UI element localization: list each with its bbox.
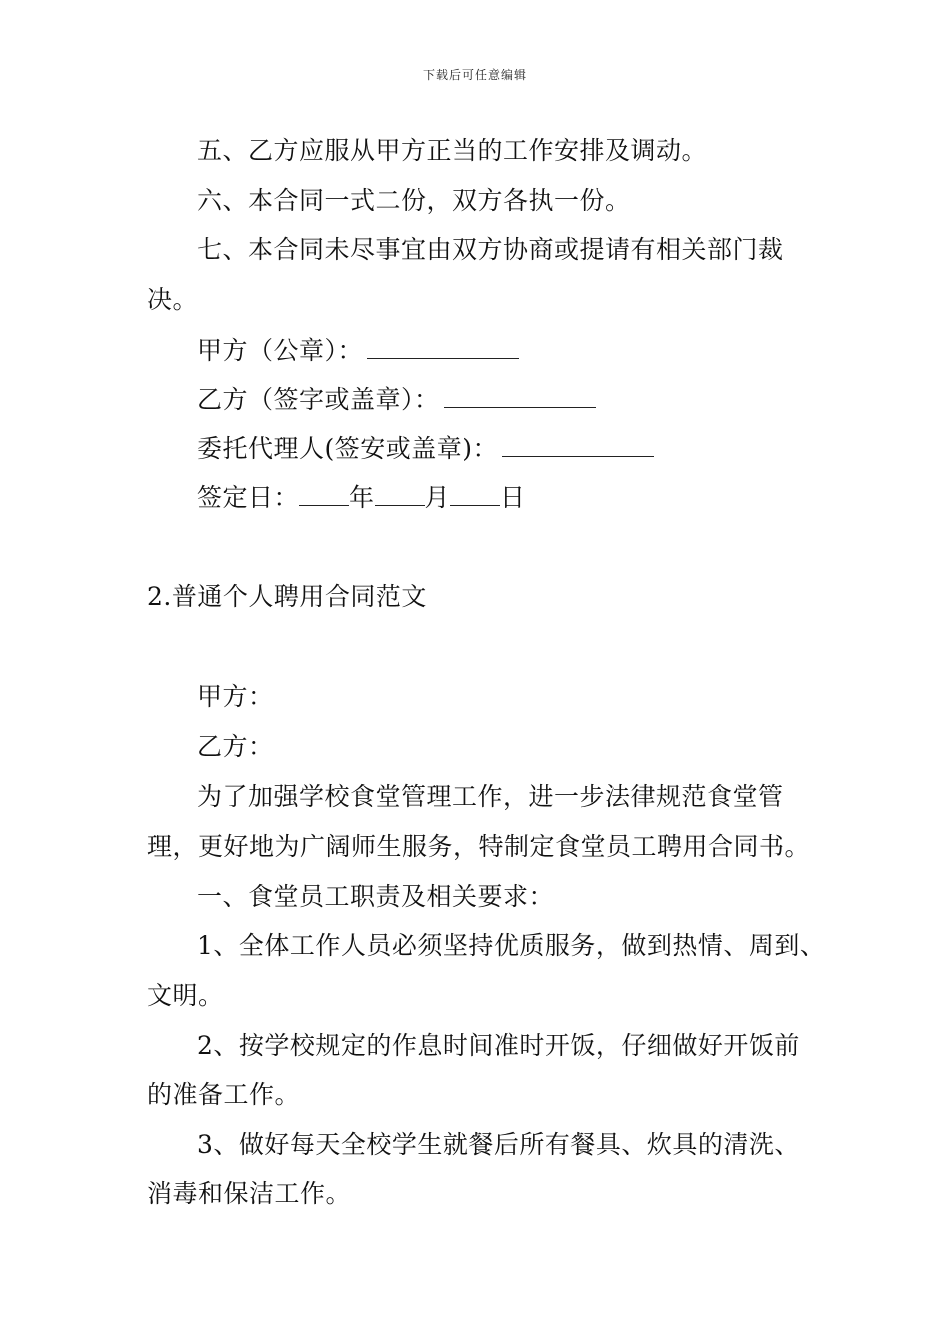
section-title: 2.普通个人聘用合同范文: [147, 582, 427, 611]
item-3-line-1: 3、做好每天全校学生就餐后所有餐具、炊具的清洗、: [197, 1130, 800, 1159]
sign-party-b-label: 乙方（签字或盖章）：: [197, 385, 440, 414]
date-month: 月: [424, 483, 451, 512]
section-1-heading: 一、食堂员工职责及相关要求：: [197, 882, 555, 911]
clause-7-line-2: 决。: [147, 285, 199, 314]
date-year-blank: [299, 485, 349, 506]
party-a: 甲方：: [197, 682, 274, 711]
party-b: 乙方：: [197, 732, 274, 761]
sign-party-b: [197, 385, 596, 415]
item-2-line-1: 2、按学校规定的作息时间准时开饭，仔细做好开饭前: [197, 1031, 800, 1060]
intro-line-1: 为了加强学校食堂管理工作，进一步法律规范食堂管: [197, 782, 784, 811]
sign-date: [197, 483, 526, 513]
sign-party-a-label: 甲方（公章）：: [197, 336, 364, 365]
clause-5: 五、乙方应服从甲方正当的工作安排及调动。: [197, 136, 708, 165]
clause-7-line-1: 七、本合同未尽事宜由双方协商或提请有相关部门裁: [197, 235, 784, 264]
sign-agent: [197, 434, 654, 464]
page-header: 下载后可任意编辑: [422, 68, 527, 82]
item-3-line-2: 消毒和保洁工作。: [147, 1179, 352, 1208]
date-year: 年: [349, 483, 375, 512]
sign-date-label: 签定日：: [197, 483, 300, 512]
date-month-blank: [375, 485, 425, 506]
sign-agent-label: 委托代理人(签安或盖章)：: [197, 434, 499, 463]
sign-party-b-blank: [444, 387, 596, 408]
date-day-blank: [450, 485, 500, 506]
item-1-line-2: 文明。: [147, 981, 224, 1010]
intro-line-2: 理，更好地为广阔师生服务，特制定食堂员工聘用合同书。: [147, 832, 811, 861]
sign-party-a-blank: [367, 338, 519, 359]
sign-agent-blank: [502, 436, 654, 457]
date-day: 日: [500, 483, 526, 512]
clause-6: 六、本合同一式二份，双方各执一份。: [197, 186, 631, 215]
item-1-line-1: 1、全体工作人员必须坚持优质服务，做到热情、周到、: [197, 931, 826, 960]
sign-party-a: [197, 336, 519, 366]
item-2-line-2: 的准备工作。: [147, 1080, 301, 1109]
